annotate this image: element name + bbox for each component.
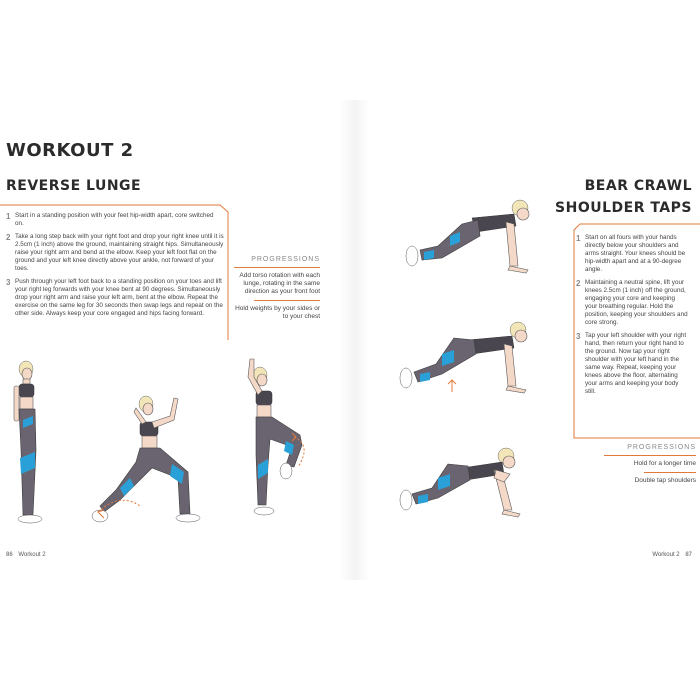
page-gutter xyxy=(340,100,370,580)
step-number: 2 xyxy=(576,279,581,288)
progressions-label: PROGRESSIONS xyxy=(627,444,696,451)
exercise-title-bear-crawl: BEAR CRAWL xyxy=(584,178,692,194)
step-item xyxy=(6,212,221,228)
footer-section: Workout 2 xyxy=(18,552,46,558)
exercise-title-shoulder-taps: SHOULDER TAPS xyxy=(555,200,692,216)
progressions-divider xyxy=(254,300,320,301)
step-number: 1 xyxy=(576,234,581,243)
step-item xyxy=(576,279,688,327)
progressions-box-right xyxy=(604,444,696,485)
step-number: 3 xyxy=(576,332,581,341)
step-text: Push through your left foot back to a standing position on your toes and lift your right leg forwards with your knee bent at 90 degrees. Simultaneously drop your right arm and raise your left arm, bent at the elbow. Repeat the exercise on the same leg for 30 seconds then swap legs and repeat on the other side. Always keep your core engaged and hips facing forward. xyxy=(15,278,223,317)
footer-section: Workout 2 xyxy=(652,552,680,558)
step-list-right xyxy=(576,234,688,396)
progression-item: Add torso rotation with each lunge, rotating in the same direction as your front foot xyxy=(239,272,320,295)
footer-right xyxy=(652,552,692,558)
progressions-box-left xyxy=(234,256,320,321)
progressions-label: PROGRESSIONS xyxy=(251,256,320,263)
footer-left xyxy=(6,552,46,558)
progression-item: Double tap shoulders xyxy=(634,477,696,484)
page-number: 86 xyxy=(6,552,13,558)
illustration-shoulder-tap xyxy=(398,440,538,522)
step-item xyxy=(6,233,225,273)
step-item xyxy=(576,234,688,274)
illustration-knee-drive xyxy=(236,355,316,530)
step-number: 1 xyxy=(6,212,11,221)
progressions-divider xyxy=(234,267,320,268)
step-text: Take a long step back with your right foot and drop your right knee until it is 2.5cm (1 inch) above the ground, maintaining straight hips. Simultaneously raise your right arm and bend at the elbow. Keep your left foot flat on the ground and your left knee directly above your ankle, not forward of your toes. xyxy=(15,233,224,272)
page-number: 87 xyxy=(685,552,692,558)
step-text: Maintaining a neutral spine, lift your knees 2.5cm (1 inch) off the ground, engaging your core and keeping your breathing regular. Hold the position, keeping your shoulders and core strong. xyxy=(585,279,688,326)
step-list-left xyxy=(6,212,224,318)
arrow-up-icon xyxy=(448,380,456,392)
step-number: 3 xyxy=(6,278,11,287)
illustration-bear-crawl-lift xyxy=(398,318,548,400)
exercise-title-reverse-lunge: REVERSE LUNGE xyxy=(6,178,142,194)
workout-title: WORKOUT 2 xyxy=(6,140,134,161)
step-number: 2 xyxy=(6,233,11,242)
step-item xyxy=(6,278,225,318)
illustration-lunge-start xyxy=(6,360,56,530)
illustration-lunge-down xyxy=(90,392,210,532)
step-text: Start on all fours with your hands directly below your shoulders and arms straight. Your knees should be hip-width apart and at a 90-degree angle. xyxy=(585,234,686,273)
step-item xyxy=(576,332,688,396)
illustration-bear-crawl-start xyxy=(402,196,552,276)
progression-item: Hold for a longer time xyxy=(633,460,696,467)
progressions-divider xyxy=(644,472,696,473)
step-text: Tap your left shoulder with your right hand, then return your right hand to the ground. Now tap your right shoulder with your left hand in the same way. Repeat, keeping your knees above the floor, alternating your arms and keeping your body still. xyxy=(585,332,687,395)
progressions-divider xyxy=(604,455,696,456)
progression-item: Hold weights by your sides or to your chest xyxy=(235,305,320,320)
step-text: Start in a standing position with your feet hip-width apart, core switched on. xyxy=(15,212,214,227)
